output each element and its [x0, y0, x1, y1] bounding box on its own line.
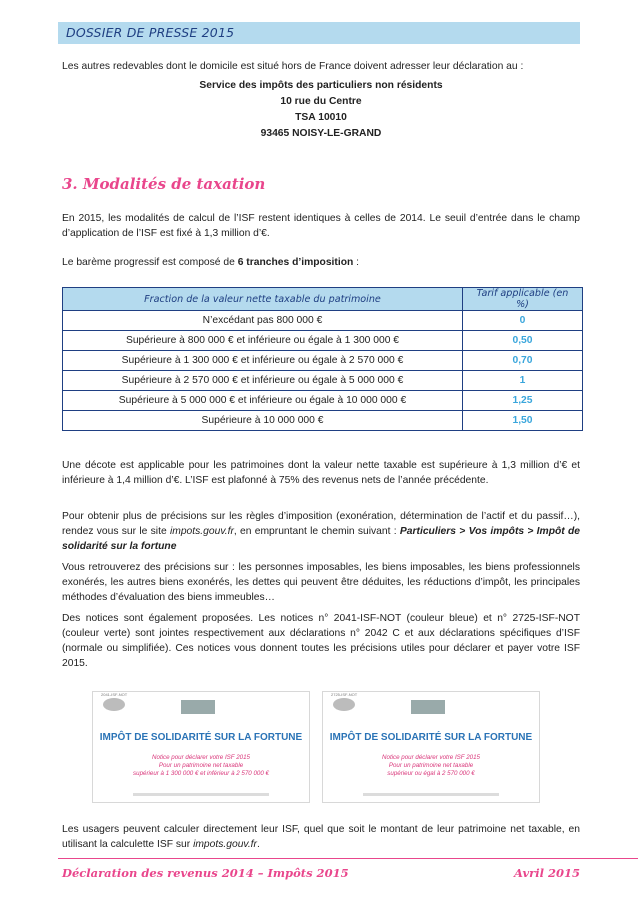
bareme-bold: 6 tranches d’imposition — [237, 257, 354, 268]
paragraph-bareme — [62, 255, 580, 270]
dgfip-logo-icon — [333, 698, 355, 711]
cover-subtitle — [93, 754, 309, 778]
footer-date: Avril 2015 — [514, 866, 580, 880]
form-number: 2041-ISF-NOT — [101, 692, 128, 697]
table-row — [63, 311, 583, 331]
bracket-rate: 1,50 — [463, 411, 583, 431]
bracket-rate: 0 — [463, 311, 583, 331]
footer-title: Déclaration des revenus 2014 – Impôts 2015 — [62, 866, 349, 880]
marianne-logo-icon — [411, 700, 445, 714]
table-row — [63, 411, 583, 431]
site-link[interactable]: impots.gouv.fr — [193, 839, 257, 850]
bracket-range: Supérieure à 800 000 € et inférieure ou égale à 1 300 000 € — [63, 331, 463, 351]
address-line-4: 93465 NOISY-LE-GRAND — [260, 128, 382, 139]
site-link[interactable]: impots.gouv.fr — [169, 526, 234, 537]
column-header-rate: Tarif applicable (en %) — [463, 288, 583, 311]
dgfip-logo-icon — [103, 698, 125, 711]
address-line-2: 10 rue du Centre — [280, 96, 362, 107]
bareme-suffix: : — [353, 257, 360, 268]
cover-title: IMPÔT DE SOLIDARITÉ SUR LA FORTUNE — [329, 732, 533, 743]
notice-cover-blue — [92, 691, 310, 803]
table-header-row — [63, 288, 583, 311]
section-title: 3. Modalités de taxation — [62, 175, 266, 193]
cover-title: IMPÔT DE SOLIDARITÉ SUR LA FORTUNE — [99, 732, 303, 743]
more-info-prefix: Pour obtenir plus de précisions sur les règles d’imposition (exonération, détermination de l’actif et du passif…), rendez vous sur le site — [62, 511, 580, 537]
bracket-rate: 1 — [463, 371, 583, 391]
calculator-suffix: . — [256, 839, 260, 850]
cover-subtitle-line: supérieur ou égal à 2 570 000 € — [387, 770, 475, 777]
more-info-mid: , en empruntant le chemin suivant : — [233, 526, 400, 537]
bracket-rate: 1,25 — [463, 391, 583, 411]
paragraph-threshold: En 2015, les modalités de calcul de l’ISF restent identiques à celles de 2014. Le seuil d’entrée dans le champ d’application de l’ISF est fixé à 1,3 million d’€. — [62, 213, 580, 239]
paragraph-calculator — [62, 822, 580, 852]
cover-subtitle-line: supérieur à 1 300 000 € et inférieur à 2 570 000 € — [133, 770, 269, 777]
form-number: 2725-ISF-NOT — [331, 692, 358, 697]
cover-footer-bar — [133, 793, 269, 796]
bracket-range: Supérieure à 1 300 000 € et inférieure ou égale à 2 570 000 € — [63, 351, 463, 371]
bracket-range: Supérieure à 10 000 000 € — [63, 411, 463, 431]
navigation-path: Particuliers > Vos impôts > Impôt de solidarité sur la fortune — [62, 526, 580, 552]
address-line-3: TSA 10010 — [295, 112, 347, 123]
paragraph-decote: Une décote est applicable pour les patrimoines dont la valeur nette taxable est supérieure à 1,3 million d’€ et inférieure à 1,4 million d’€. L’ISF est plafonné à 75% des revenus nets de l’année précédente. — [62, 460, 580, 486]
cover-subtitle-line: Pour un patrimoine net taxable — [158, 762, 244, 769]
address-line-1: Service des impôts des particuliers non résidents — [199, 80, 443, 91]
column-header-fraction: Fraction de la valeur nette taxable du patrimoine — [63, 288, 463, 311]
marianne-logo-icon — [181, 700, 215, 714]
intro-text: Les autres redevables dont le domicile est situé hors de France doivent adresser leur déclaration au : — [62, 61, 524, 72]
press-kit-header: DOSSIER DE PRESSE 2015 — [58, 22, 580, 44]
cover-subtitle — [323, 754, 539, 778]
bareme-prefix: Le barème progressif est composé de — [62, 257, 238, 268]
paragraph-precisions: Vous retrouverez des précisions sur : les personnes imposables, les biens imposables, les biens professionnels exonérés, les autres biens exonérés, les dettes qui peuvent être déduites, les réductions d’impôt, les principales méthodes d’évaluation des biens immeubles… — [62, 562, 580, 603]
paragraph-notices: Des notices sont également proposées. Les notices n° 2041-ISF-NOT (couleur bleue) et n° 2725-ISF-NOT (couleur verte) sont jointes respectivement aux déclarations n° 2042 C et aux déclarations spécifiques d’ISF (normale ou simplifiée). Ces notices vous donnent toutes les précisions utiles pour déclarer et payer votre ISF 2015. — [62, 613, 580, 669]
table-row — [63, 351, 583, 371]
bracket-rate: 0,50 — [463, 331, 583, 351]
notice-cover-green — [322, 691, 540, 803]
cover-subtitle-line: Pour un patrimoine net taxable — [388, 762, 474, 769]
table-row — [63, 371, 583, 391]
table-row — [63, 391, 583, 411]
paragraph-more-info — [62, 509, 580, 554]
cover-subtitle-line: Notice pour déclarer votre ISF 2015 — [152, 754, 250, 761]
cover-subtitle-line: Notice pour déclarer votre ISF 2015 — [382, 754, 480, 761]
bracket-range: N’excédant pas 800 000 € — [63, 311, 463, 331]
calculator-prefix: Les usagers peuvent calculer directement leur ISF, quel que soit le montant de leur patrimoine net taxable, en utilisant la calculette ISF sur — [62, 824, 580, 850]
tax-brackets-table — [62, 287, 583, 431]
bracket-range: Supérieure à 2 570 000 € et inférieure ou égale à 5 000 000 € — [63, 371, 463, 391]
bracket-range: Supérieure à 5 000 000 € et inférieure ou égale à 10 000 000 € — [63, 391, 463, 411]
table-row — [63, 331, 583, 351]
footer-divider — [58, 858, 638, 859]
cover-footer-bar — [363, 793, 499, 796]
bracket-rate: 0,70 — [463, 351, 583, 371]
